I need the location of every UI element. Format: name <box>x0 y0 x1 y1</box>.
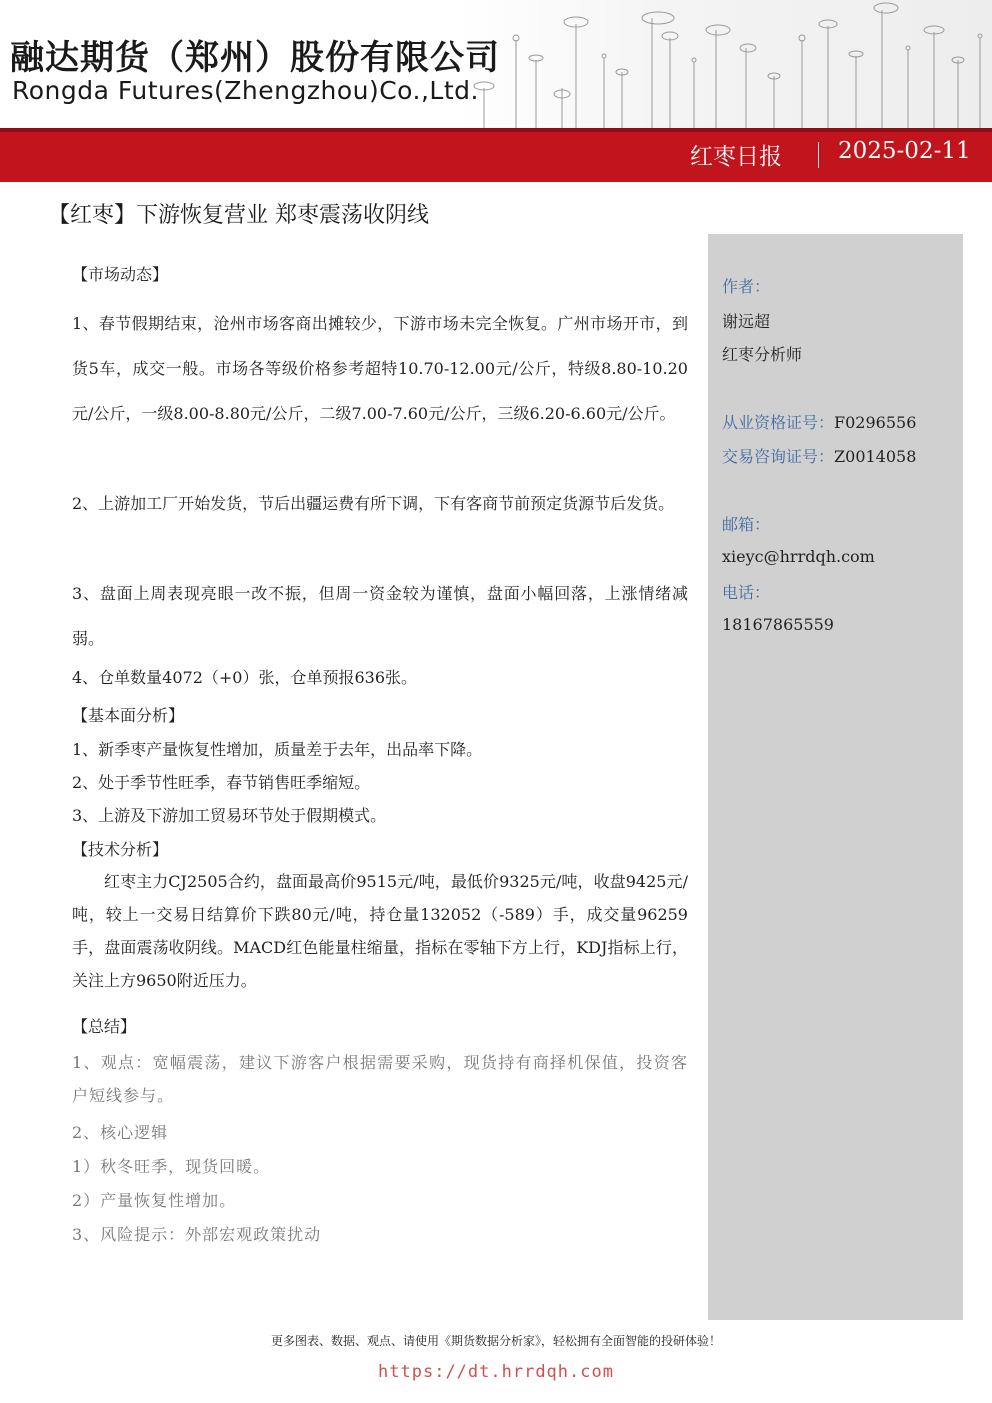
decorative-pattern-icon <box>456 0 992 128</box>
phone-label: 电话： <box>722 583 771 602</box>
article-headline: 【红枣】下游恢复营业 郑枣震荡收阴线 <box>48 203 429 228</box>
report-title: 红枣日报 <box>690 144 782 170</box>
author-name: 谢远超 <box>722 312 771 331</box>
author-sidebar <box>708 234 963 1320</box>
company-name-en: Rongda Futures(Zhengzhou)Co.,Ltd. <box>12 76 479 105</box>
title-separator <box>818 142 819 168</box>
report-date: 2025-02-11 <box>838 138 971 164</box>
summary-risk: 3、风险提示：外部宏观政策扰动 <box>72 1225 322 1244</box>
advisory-label: 交易咨询证号： <box>722 447 835 466</box>
license-value: F0296556 <box>834 413 917 432</box>
fundamental-item-3: 3、上游及下游加工贸易环节处于假期模式。 <box>72 806 387 825</box>
market-paragraph-3: 3、盘面上周表现亮眼一改不振，但周一资金较为谨慎，盘面小幅回落，上涨情绪减弱。 <box>72 584 688 648</box>
technical-heading: 【技术分析】 <box>72 840 169 859</box>
company-name-cn: 融达期货（郑州）股份有限公司 <box>10 38 500 78</box>
summary-logic: 2、核心逻辑 <box>72 1123 169 1142</box>
license-label: 从业资格证号： <box>722 413 835 432</box>
summary-view: 1、观点：宽幅震荡，建议下游客户根据需要采购，现货持有商择机保值，投资客户短线参与。 <box>72 1053 688 1105</box>
footer-link[interactable]: https://dt.hrrdqh.com <box>378 1362 614 1382</box>
summary-logic-1: 1）秋冬旺季，现货回暖。 <box>72 1157 271 1176</box>
license-row <box>722 410 916 433</box>
email-label: 邮箱： <box>722 515 771 534</box>
author-label: 作者： <box>722 277 771 296</box>
phone-value: 18167865559 <box>722 615 834 634</box>
page-header <box>0 0 992 128</box>
market-paragraph-1: 1、春节假期结束，沧州市场客商出摊较少，下游市场未完全恢复。广州市场开市，到货5车，成交一般。市场各等级价格参考超特10.70-12.00元/公斤，特级8.80-10.20元/公斤，一级8.00-8.80元/公斤，二级7.00-7.60元/公斤，三级6.20-6.60元/公斤。 <box>72 314 688 423</box>
header-decoration <box>456 0 992 128</box>
title-bar-strip <box>0 128 992 132</box>
technical-body: 红枣主力CJ2505合约，盘面最高价9515元/吨，最低价9325元/吨，收盘9425元/吨，较上一交易日结算价下跌80元/吨，持仓量132052（-589）手，成交量96259手，盘面震荡收阴线。MACD红色能量柱缩量，指标在零轴下方上行，KDJ指标上行，关注上方9650附近压力。 <box>72 872 688 990</box>
fundamental-heading: 【基本面分析】 <box>72 706 185 725</box>
email-value[interactable]: xieyc@hrrdqh.com <box>722 547 875 566</box>
advisory-value: Z0014058 <box>834 447 917 466</box>
market-heading: 【市场动态】 <box>72 265 169 284</box>
footer-note: 更多图表、数据、观点、请使用《期货数据分析家》，轻松拥有全面智能的投研体验！ <box>270 1334 721 1348</box>
advisory-row <box>722 444 916 467</box>
market-paragraph-2: 2、上游加工厂开始发货，节后出疆运费有所下调，下有客商节前预定货源节后发货。 <box>72 494 675 513</box>
market-paragraph-4: 4、仓单数量4072（+0）张，仓单预报636张。 <box>72 668 418 687</box>
author-title: 红枣分析师 <box>722 345 803 364</box>
summary-heading: 【总结】 <box>72 1017 137 1036</box>
fundamental-item-2: 2、处于季节性旺季，春节销售旺季缩短。 <box>72 773 371 792</box>
fundamental-item-1: 1、新季枣产量恢复性增加，质量差于去年，出品率下降。 <box>72 740 483 759</box>
summary-logic-2: 2）产量恢复性增加。 <box>72 1191 237 1210</box>
